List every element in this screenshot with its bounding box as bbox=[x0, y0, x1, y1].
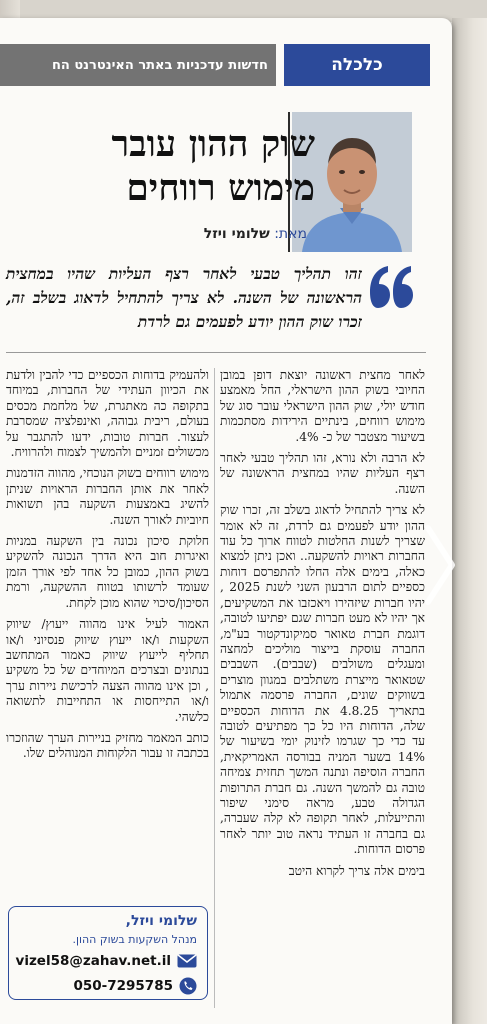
paragraph: בימים אלה צריך לקרוא היטב bbox=[288, 863, 425, 878]
article-column-left bbox=[6, 368, 209, 888]
paragraph: לא הרבה ולא נורא, זהו תהליך טבעי לאחר רצף העליות שהיו במחצית הראשונה של השנה. bbox=[220, 451, 425, 496]
section-tag: כלכלה bbox=[284, 44, 430, 86]
contact-email-row bbox=[16, 953, 197, 969]
paragraph: חלוקת סיכון נכונה בין השקעה במניות ואיגרות חוב היא הדרך הנכונה להשקיע בשוק ההון, כמובן כל אחד לפי אורך הזמן שעומד לרשותו בטווח ההשקעה, ורמת הסיכון/סיכוי שהוא מוכן לקחת. bbox=[6, 534, 209, 610]
byline bbox=[204, 226, 307, 242]
headline bbox=[35, 122, 315, 210]
lede: זהו תהליך טבעי לאחר רצף העליות שהיו במחצית הראשונה של השנה. לא צריך להתחיל לדאוג בשלב זה, זכרו שוק ההון יודע לפעמים גם לרדת bbox=[6, 264, 362, 331]
headline-line-1: שוק ההון עובר bbox=[111, 123, 315, 165]
contact-phone-row bbox=[73, 977, 197, 995]
byline-name: שלומי ויזל bbox=[203, 226, 270, 242]
chevron-right-icon[interactable] bbox=[420, 520, 460, 610]
quote-icon bbox=[366, 262, 416, 314]
header-gap bbox=[276, 44, 284, 86]
paragraph: האמור לעיל אינו מהווה ייעוץ/ שיווק השקעות ו/או ייעוץ שיווק פנסיוני ו/או תחליף לייעוץ שיווק כאמור המתחשב בנתונים ובצרכים המיוחדים של כל משקיע , וכן אינו מהווה הצעה לרכישת ניירות ערך ו/או התייחסות או התחייבות לתשואה כלשהי. bbox=[6, 617, 209, 724]
contact-name: שלומי ויזל, bbox=[125, 913, 197, 929]
news-strip: חדשות עדכניות באתר האינטרנט הח bbox=[0, 44, 276, 86]
headline-line-2: מימוש רווחים bbox=[126, 167, 315, 209]
contact-email: vizel58@zahav.net.il bbox=[15, 953, 171, 969]
article-column-right bbox=[220, 368, 425, 1008]
byline-label: מאת: bbox=[274, 226, 307, 242]
lede-rule bbox=[6, 352, 426, 353]
column-divider bbox=[214, 368, 215, 1008]
contact-role: מנהל השקעות בשוק ההון. bbox=[72, 933, 197, 946]
paragraph: ולהעמיק בדוחות הכספיים כדי להבין ולדעת את הכיוון העתידי של החברות, במיוחד בתקופה כה מאתגרת, של מלחמת מכסים בעולם, ריבית גבוהה, ואינפלציה שמסרבת לעצור. חברות טובות, ידעו להתגבר על מכשולים זמניים ולהמשיך לצמוח ולהרוויח. bbox=[6, 368, 209, 460]
contact-phone: 050-7295785 bbox=[73, 978, 173, 994]
paragraph: כותב המאמר מחזיק בניירות הערך שהוזכרו בכתבה זו עבור הלקוחות המנוהלים שלו. bbox=[6, 730, 209, 761]
paragraph: מימוש רווחים בשוק הנוכחי, מהווה הזדמנות לאחר את אותן החברות הראויות שניתן להשיג באמצעות השקעה בהן תשואות חיוביות לאורך השנה. bbox=[6, 466, 209, 527]
paragraph: לא צריך להתחיל לדאוג בשלב זה, זכרו שוק ההון יודע לפעמים גם לרדת, זה לא אומר שצריך לשנות החלטות לטווח ארוך כל עוד החברות ראויות להשקעה.. ואכן ניתן למצוא כאלה, בימים אלה החלו להתפרסם דוחות כספיים לתום הרבעון השני לשנת 2025 , יהיו חברות שיזהירו ויאכזבו את המשקיעים, אך יהיו לא מעט חברות שגם יפתיעו לטובה, דוגמת חברת טאואר סמיקונדקטור בע"מ, החברה עוסקת בייצור מוליכים למחצה ומעגלים משולבים (שבבים). השבבים שטאואר מייצרת משתלבים במגוון מוצרים בשווקים שונים, החברה פרסמה אתמול בתאריך 4.8.25 את הדוחות הכספיים שלה, הדוחות היו כל כך מפתיעים לטובה עד כדי כך שגרמו לזינוק יומי בשיעור של 14% בשער המניה בבורסה האמריקאית, החברה הוסיפה ונתנה המשך תחזית צמיחה טובה גם להמשך השנה. גם חברת התרופות הגדולה טבע, מראה סימני שיפור והתייעלות, לאחר תקופה לא קלה שעברה, גם בחברה זו העתיד נראה טוב יותר לאחר פרסום הדוחות. bbox=[220, 503, 425, 857]
phone-icon bbox=[179, 977, 197, 995]
envelope-icon bbox=[177, 954, 197, 968]
paragraph: לאחר מחצית ראשונה יוצאת דופן במובן החיובי בשוק ההון הישראלי, החל מאמצע חודש יולי, שוק ההון הישראלי עובר סוג של מימוש רווחים, בינתיים הירידות מסתכמות בשיעור מצטבר של כ- 4%. bbox=[220, 368, 425, 444]
section-header bbox=[0, 44, 430, 86]
author-contact-box bbox=[8, 906, 208, 1000]
